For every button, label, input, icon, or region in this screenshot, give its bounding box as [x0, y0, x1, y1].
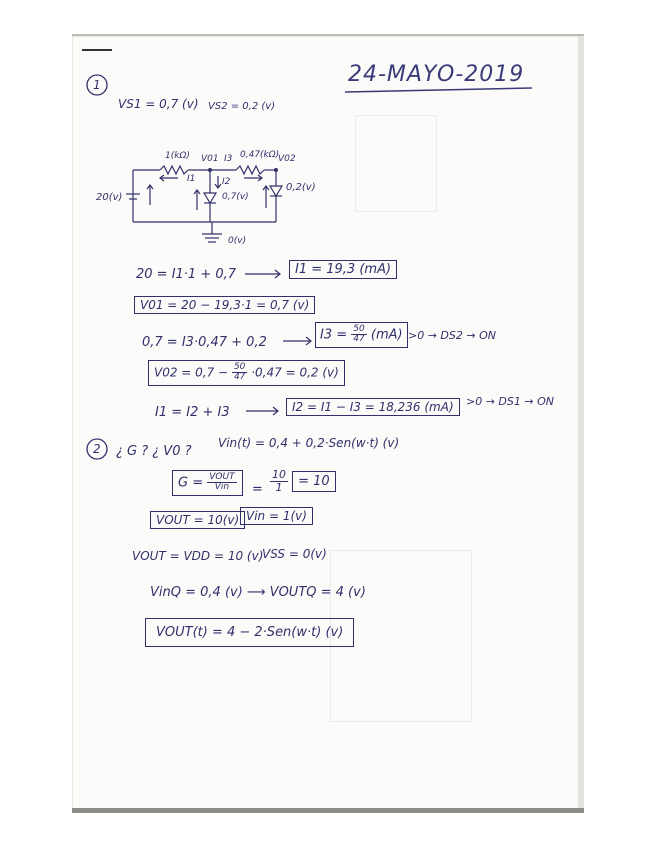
vdd-line: VOUT = VDD = 10 (v)	[132, 549, 264, 563]
circuit-r2-label: 0,47(kΩ)	[240, 150, 280, 160]
circuit-v02-label: V02	[278, 154, 296, 164]
circuit-i1-label: I1	[187, 174, 196, 184]
gain-box: G = $\frac{\text{VOUT}}{\text{Vin}}$	[172, 470, 243, 496]
result-v01: V01 = 20 − 19,3·1 = 0,7 (v)	[134, 296, 315, 314]
circuit-diode2-label: 0,2(v)	[286, 182, 316, 193]
equation-kvl-1: 20 = I1·1 + 0,7	[136, 267, 237, 282]
date-heading: 24-MAYO-2019	[348, 62, 525, 87]
diode2-status: >0 → DS2 → ON	[408, 329, 496, 342]
result-i3: I3 = $\frac{50}{47}$ (mA)	[315, 322, 408, 348]
circuit-source-label: 20(v)	[96, 192, 123, 203]
result-i1: I1 = 19,3 (mA)	[289, 260, 397, 279]
diode1-status: >0 → DS1 → ON	[466, 395, 554, 408]
result-i2: I2 = I1 − I3 = 18,236 (mA)	[286, 398, 460, 416]
equation-kcl: I1 = I2 + I3	[155, 405, 230, 420]
circuit-v01-label: V01	[201, 154, 219, 164]
given-vs1: VS1 = 0,7 (v)	[118, 97, 199, 111]
gain-equals: =	[252, 482, 263, 497]
given-vs2: VS2 = 0,2 (v)	[208, 101, 276, 112]
problem-2-question: ¿ G ? ¿ V0 ?	[116, 444, 192, 459]
problem-1-number: 1	[93, 78, 101, 92]
vss-line: VSS = 0(v)	[262, 547, 327, 561]
circuit-i3-label: I3	[224, 154, 233, 164]
input-signal: Vin(t) = 0,4 + 0,2·Sen(w·t) (v)	[218, 436, 400, 450]
vout-result-box: VOUT(t) = 4 − 2·Sen(w·t) (v)	[145, 618, 354, 647]
result-v02: V02 = 0,7 − $\frac{50}{47}$ ·0,47 = 0,2 (v)	[148, 360, 345, 386]
equation-kvl-2: 0,7 = I3·0,47 + 0,2	[142, 335, 267, 350]
circuit-ground-label: 0(v)	[228, 236, 247, 246]
circuit-i2-label: I2	[222, 177, 231, 187]
circuit-diode1-label: 0,7(v)	[222, 192, 249, 202]
problem-2-number: 2	[93, 442, 101, 456]
gain-value: $\frac{10}{1}$ = 10	[270, 469, 336, 493]
circuit-r1-label: 1(kΩ)	[165, 151, 190, 161]
vout-box: VOUT = 10(v)	[150, 511, 245, 529]
quiescent-line: VinQ = 0,4 (v) ⟶ VOUTQ = 4 (v)	[150, 585, 366, 600]
vin-box: Vin = 1(v)	[240, 507, 313, 525]
